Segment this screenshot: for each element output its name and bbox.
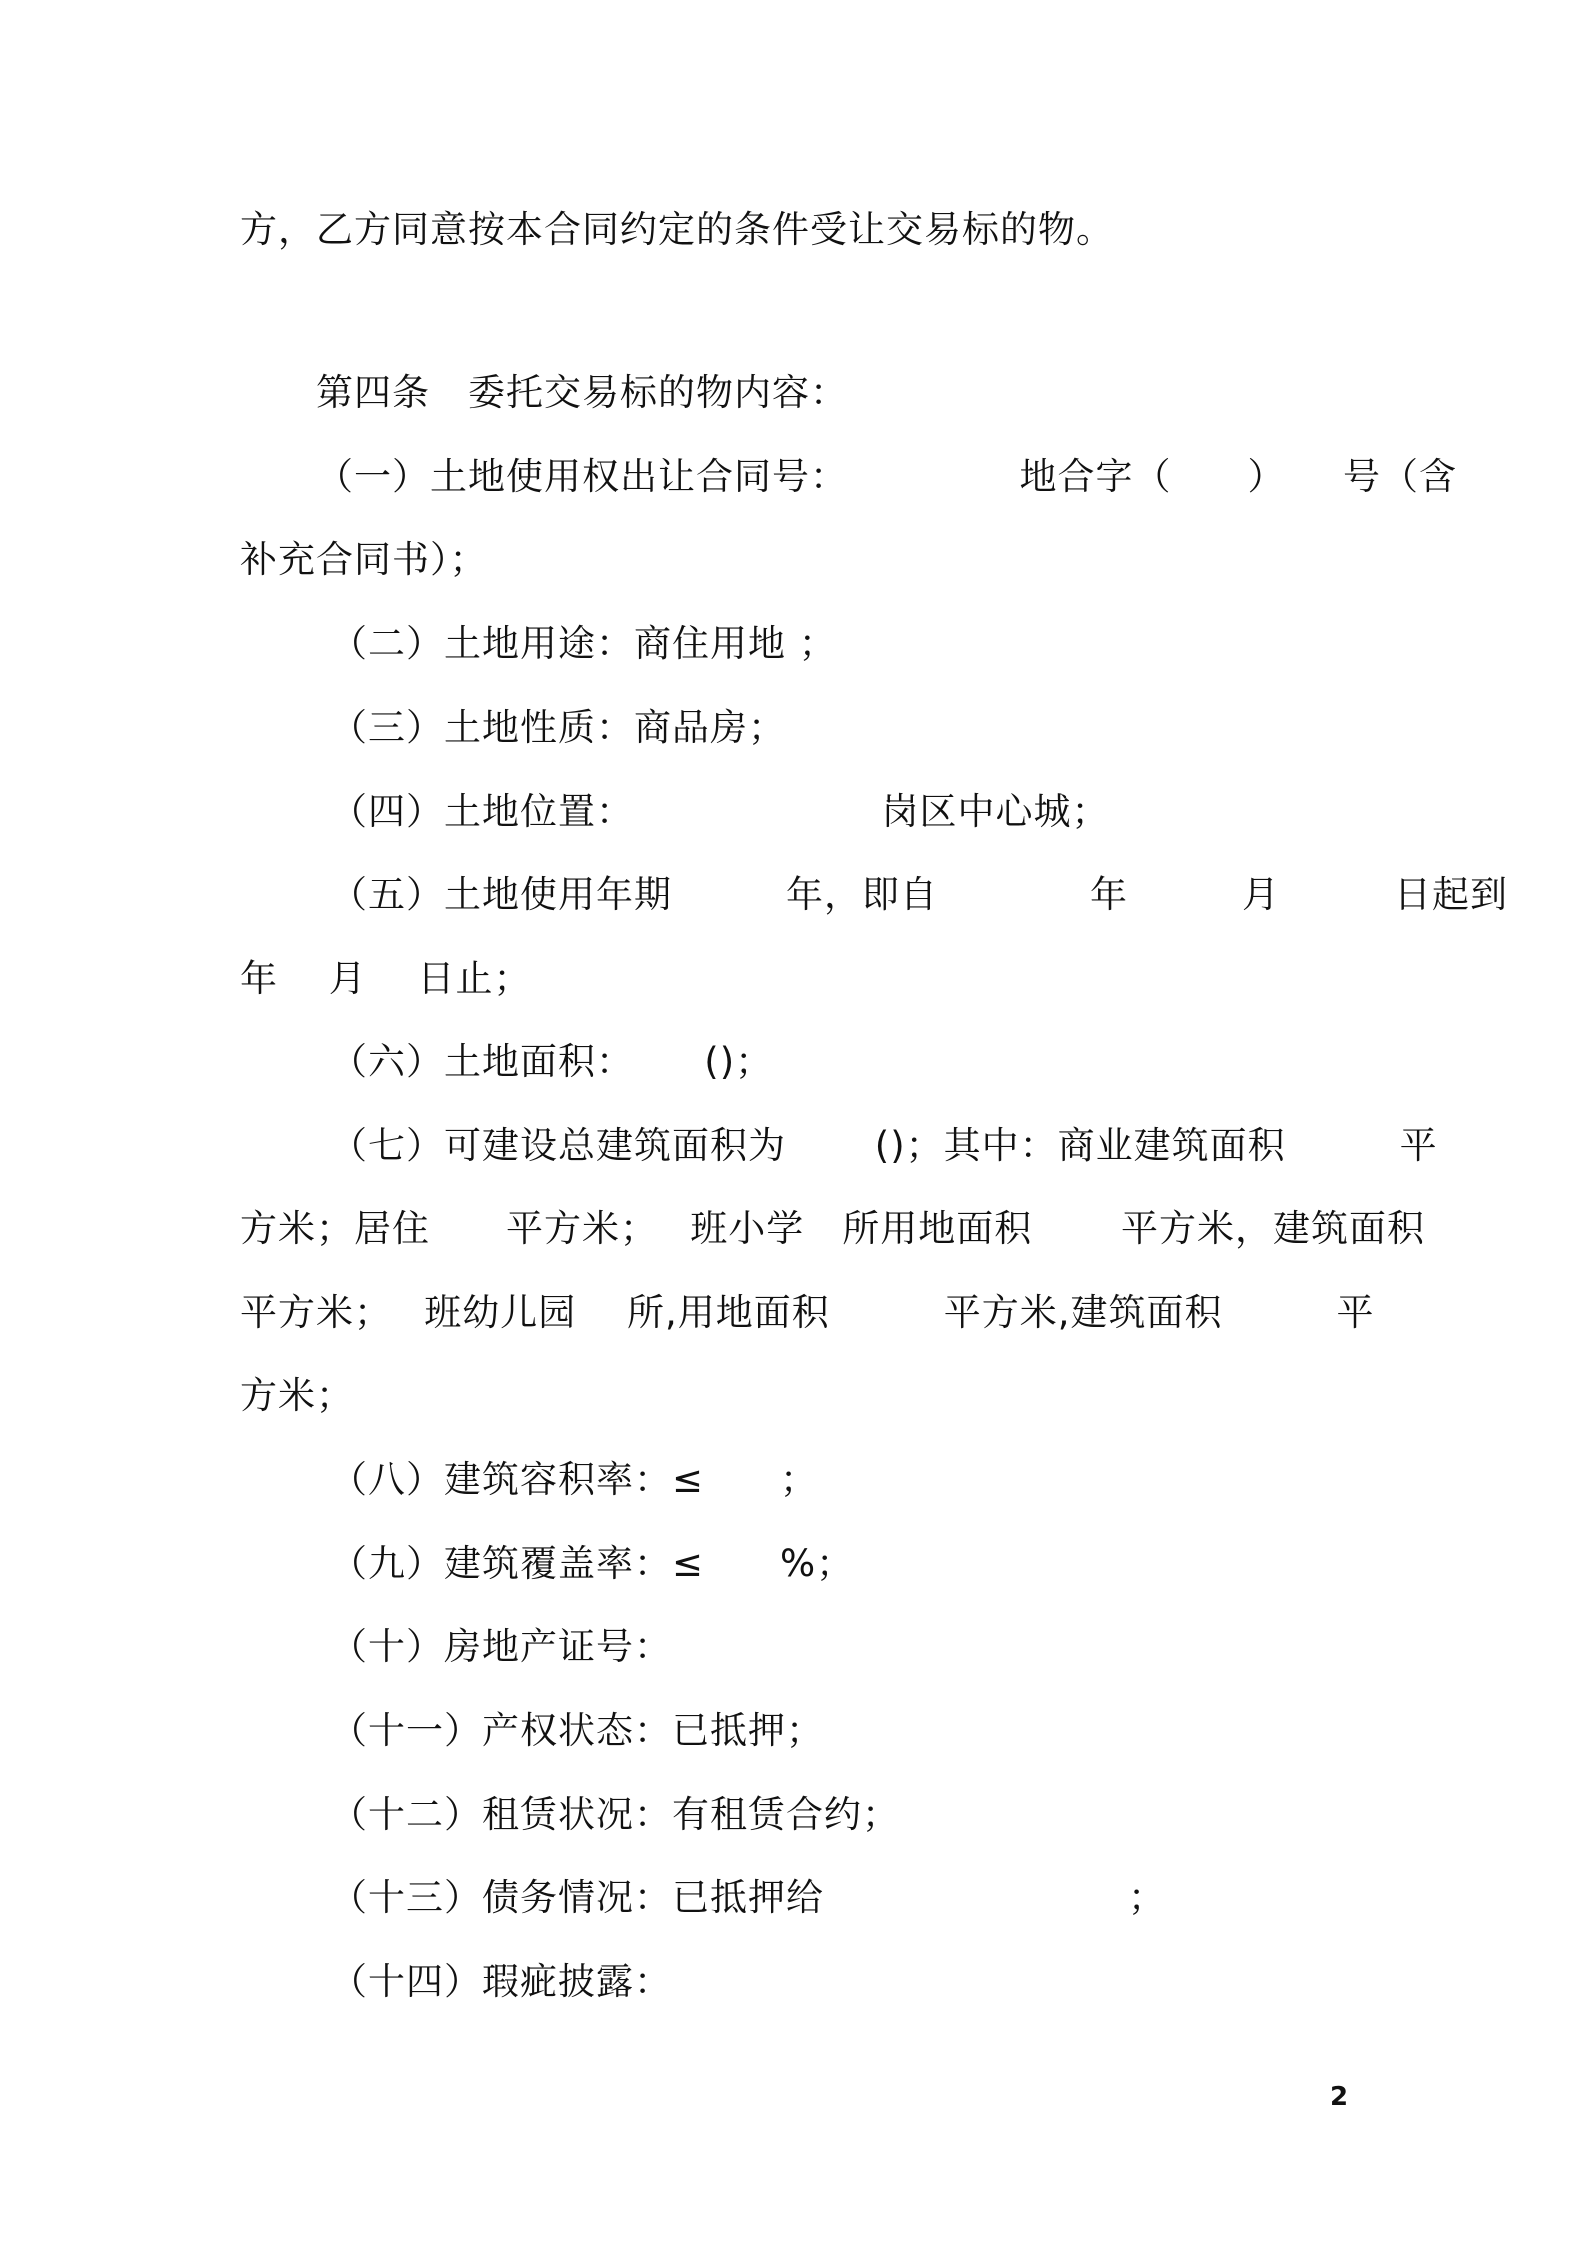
- text-line: （二）土地用途：商住用地 ；: [330, 622, 837, 665]
- text-line: （十四）瑕疵披露：: [330, 1960, 672, 2003]
- text-line: 平方米； 班幼儿园 所,用地面积 平方米,建筑面积 平: [240, 1291, 1375, 1334]
- page-number: 2: [1330, 2082, 1349, 2112]
- text-line: 年 月 日止；: [240, 957, 532, 1000]
- text-line: （一）土地使用权出让合同号： 地合字（ ） 号（含: [316, 455, 1457, 498]
- text-line: （十三）债务情况：已抵押给 ；: [330, 1876, 1166, 1919]
- text-line: （十一）产权状态：已抵押；: [330, 1709, 824, 1752]
- text-line: （三）土地性质：商品房；: [330, 706, 786, 749]
- text-line: （六）土地面积： ()；: [330, 1040, 774, 1083]
- text-line: 补充合同书）；: [240, 538, 488, 581]
- text-line: （七）可建设总建筑面积为 ()；其中：商业建筑面积 平: [330, 1124, 1438, 1167]
- text-line: （九）建筑覆盖率：≤ %；: [330, 1542, 855, 1585]
- text-line: （五）土地使用年期 年，即自 年 月 日起到: [330, 873, 1508, 916]
- text-line: 方米；: [240, 1374, 354, 1417]
- text-line: （八）建筑容积率：≤ ；: [330, 1458, 819, 1501]
- text-line: 方米；居住 平方米； 班小学 所用地面积 平方米，建筑面积: [240, 1207, 1426, 1250]
- text-line: （四）土地位置： 岗区中心城；: [330, 790, 1110, 833]
- text-line: 方，乙方同意按本合同约定的条件受让交易标的物。: [240, 208, 1114, 251]
- text-line: （十二）租赁状况：有租赁合约；: [330, 1793, 900, 1836]
- article-heading: 第四条 委托交易标的物内容：: [316, 371, 848, 414]
- text-line: （十）房地产证号：: [330, 1625, 672, 1668]
